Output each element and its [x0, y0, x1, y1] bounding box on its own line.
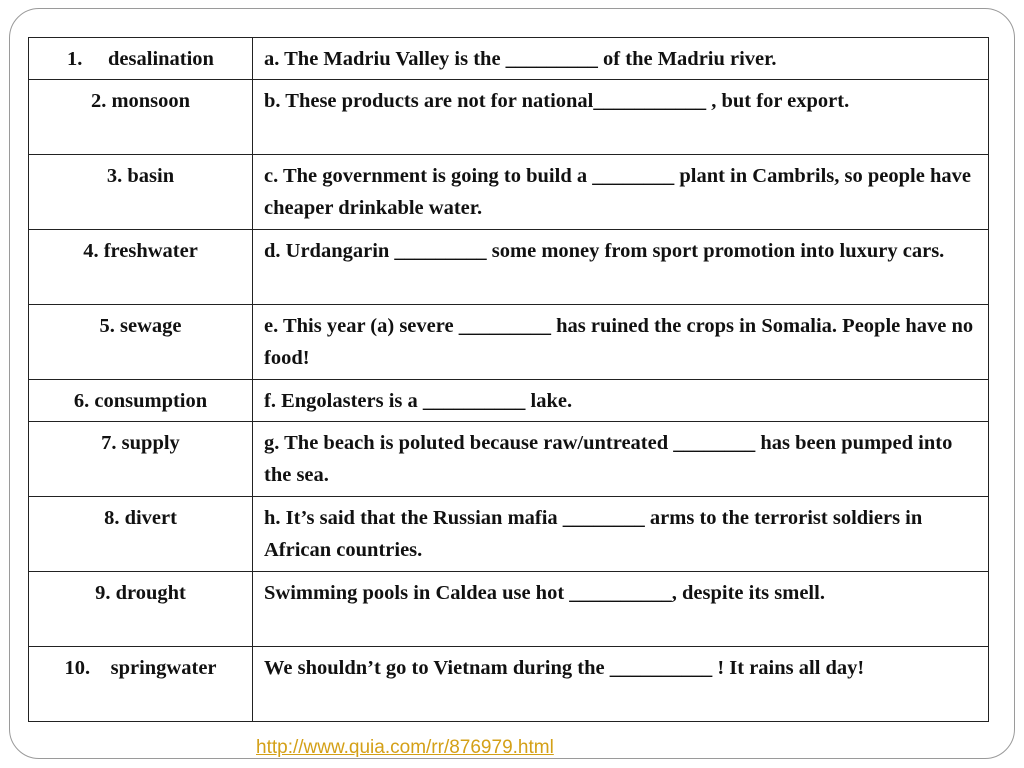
gap-fill-sentence: f. Engolasters is a __________ lake.	[253, 380, 989, 422]
vocabulary-word: 5. sewage	[29, 305, 253, 380]
vocabulary-word: 1. desalination	[29, 38, 253, 80]
table-row	[29, 80, 989, 155]
gap-fill-sentence: e. This year (a) severe _________ has ruined the crops in Somalia. People have no food!	[253, 305, 989, 380]
vocabulary-word: 4. freshwater	[29, 230, 253, 305]
vocabulary-table	[28, 37, 989, 722]
gap-fill-sentence: b. These products are not for national___________ , but for export.	[253, 80, 989, 155]
table-row	[29, 155, 989, 230]
table-row	[29, 305, 989, 380]
table-row	[29, 572, 989, 647]
vocabulary-word: 10. springwater	[29, 647, 253, 722]
gap-fill-sentence: h. It’s said that the Russian mafia ________ arms to the terrorist soldiers in African countries.	[253, 497, 989, 572]
gap-fill-sentence: We shouldn’t go to Vietnam during the __________ ! It rains all day!	[253, 647, 989, 722]
table-row	[29, 422, 989, 497]
vocabulary-word: 9. drought	[29, 572, 253, 647]
gap-fill-sentence: a. The Madriu Valley is the _________ of the Madriu river.	[253, 38, 989, 80]
source-link[interactable]: http://www.quia.com/rr/876979.html	[256, 737, 554, 758]
gap-fill-sentence: d. Urdangarin _________ some money from sport promotion into luxury cars.	[253, 230, 989, 305]
vocabulary-word: 8. divert	[29, 497, 253, 572]
table-row	[29, 380, 989, 422]
vocabulary-word: 2. monsoon	[29, 80, 253, 155]
vocabulary-word: 6. consumption	[29, 380, 253, 422]
vocabulary-word: 7. supply	[29, 422, 253, 497]
gap-fill-sentence: c. The government is going to build a ________ plant in Cambrils, so people have cheaper drinkable water.	[253, 155, 989, 230]
table-row	[29, 647, 989, 722]
table-row	[29, 38, 989, 80]
gap-fill-sentence: Swimming pools in Caldea use hot __________, despite its smell.	[253, 572, 989, 647]
gap-fill-sentence: g. The beach is poluted because raw/untreated ________ has been pumped into the sea.	[253, 422, 989, 497]
vocabulary-word: 3. basin	[29, 155, 253, 230]
table-row	[29, 230, 989, 305]
table-row	[29, 497, 989, 572]
